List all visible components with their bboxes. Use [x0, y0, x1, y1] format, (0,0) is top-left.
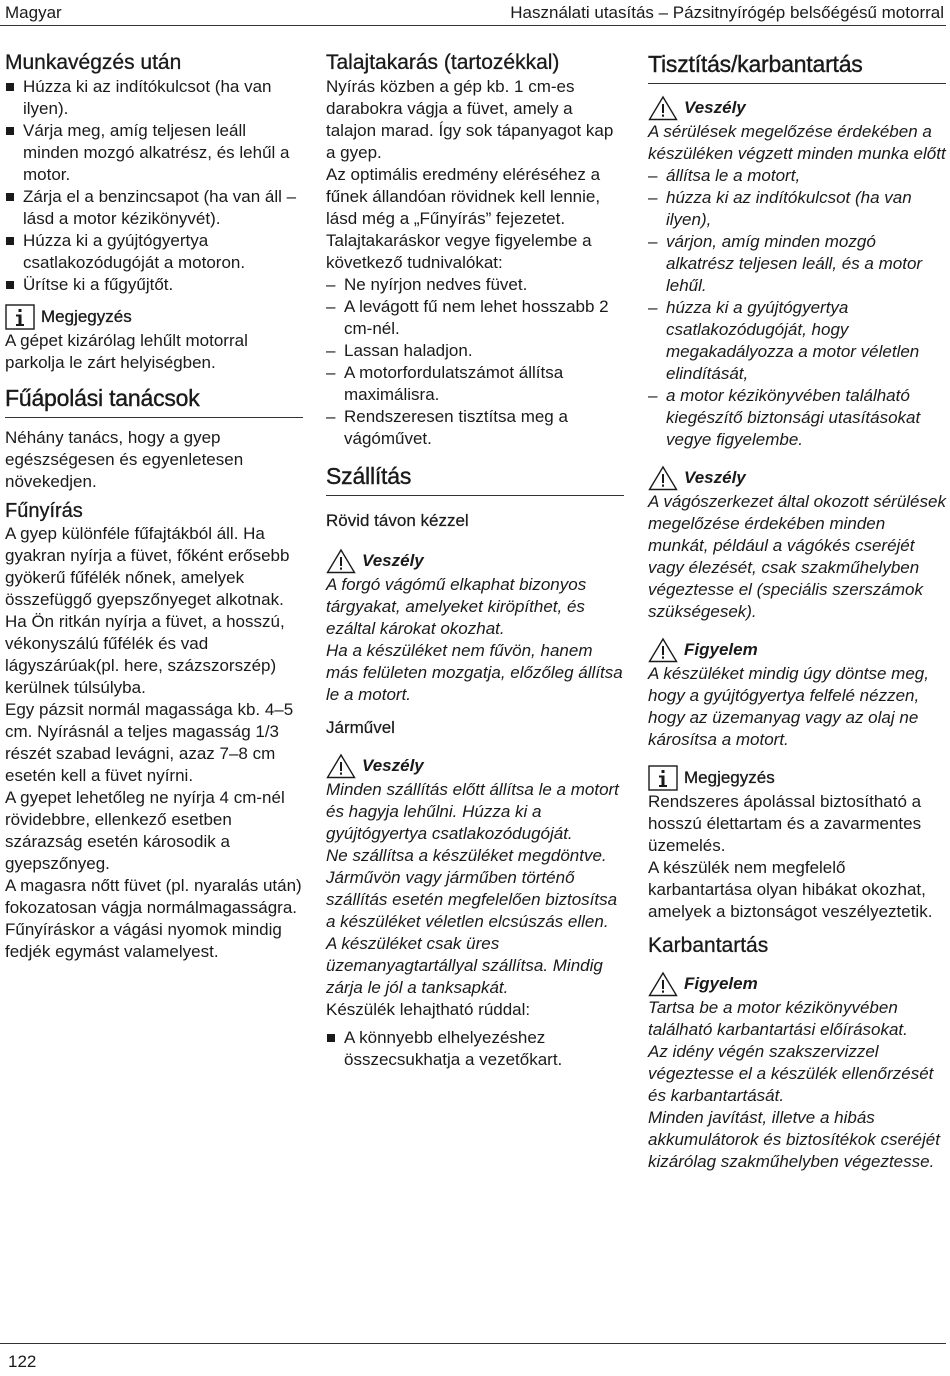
note-heading [648, 765, 946, 791]
list-item: – a motor kézikönyvében található kiegészítő biztonsági utasításokat vegye figyelembe. [648, 385, 946, 451]
list-item: Húzza ki az indítókulcsot (ha van ilyen). [5, 76, 303, 120]
list-item: – állítsa le a motort, [648, 165, 946, 187]
caution-heading [648, 637, 946, 663]
header-rule [0, 25, 946, 26]
caution-title: Figyelem [684, 974, 758, 993]
list-item: – húzza ki az indítókulcsot (ha van ilyen), [648, 187, 946, 231]
warning-heading [326, 548, 624, 574]
footer-rule [0, 1343, 946, 1344]
section-title-transport: Szállítás [326, 462, 624, 496]
after-work-list [5, 76, 303, 296]
warning-triangle-icon [648, 465, 678, 491]
warning-list [648, 165, 946, 451]
section-title-cleaning: Tisztítás/karbantartás [648, 50, 946, 84]
warning-text: A vágószerkezet által okozott sérülések megelőzése érdekében minden munkát, például a vágókés cseréjét vagy élezését, csak szakműhelyben végeztesse el (speciális szerszámok szükségesek). [648, 492, 946, 621]
note-text: A gépet kizárólag lehűlt motorral parkolja le zárt helyiségben. [5, 331, 248, 372]
lawn-care-intro: Néhány tanács, hogy a gyep egészségesen és egyenletesen növekedjen. [5, 428, 244, 491]
warning-title: Veszély [684, 468, 746, 487]
note-heading [5, 304, 303, 330]
section-title-mowing: Fűnyírás [5, 500, 83, 522]
section-title-maintenance: Karbantartás [648, 934, 769, 957]
mulching-tips-list [326, 274, 624, 450]
note-text: A készülék nem megfelelő karbantartása olyan hibákat okozhat, amelyek a biztonságot veszélyeztetik. [648, 858, 933, 921]
caution-text: A készüléket mindig úgy döntse meg, hogy a gyújtógyertya felfelé nézzen, hogy az üzemanyag vagy az olaj ne károsítsa a motort. [648, 664, 929, 749]
caution-text: Az idény végén szakszervizzel végeztesse el a készülék ellenőrzését és karbantartását. [648, 1042, 934, 1105]
section-title-lawn-care: Fűápolási tanácsok [5, 384, 303, 418]
warning-heading [648, 465, 946, 491]
warning-text: Ha a készüléket nem fűvön, hanem más felületen mozgatja, előzőleg állítsa le a motort. [326, 641, 623, 704]
column-3 [648, 50, 946, 1173]
warning-triangle-icon [326, 753, 356, 779]
caution-text: Tartsa be a motor kézikönyvében található karbantartási előírásokat. [648, 998, 908, 1039]
list-item: – Lassan haladjon. [326, 340, 624, 362]
mowing-paragraph: Fűnyíráskor a vágási nyomok mindig fedjék egymást valamelyest. [5, 920, 282, 961]
list-item: Ürítse ki a fűgyűjtőt. [5, 274, 303, 296]
list-item: Húzza ki a gyújtógyertya csatlakozódugóját a motoron. [5, 230, 303, 274]
mowing-paragraph: A magasra nőtt füvet (pl. nyaralás után) fokozatosan vágja normálmagasságra. [5, 876, 302, 917]
info-icon [648, 765, 678, 791]
note-text: Rendszeres ápolással biztosítható a hosszú élettartam és a zavarmentes üzemelés. [648, 792, 922, 855]
subsection-title-by-hand: Rövid távon kézzel [326, 511, 469, 530]
header-manual-title: Használati utasítás – Pázsitnyírógép belsőégésű motorral [510, 3, 944, 22]
warning-triangle-icon [648, 971, 678, 997]
warning-heading [326, 753, 624, 779]
caution-title: Figyelem [684, 640, 758, 659]
warning-text: Járművön vagy járműben történő szállítás esetén megfelelően biztosítsa a készüléket véletlen elcsúszás ellen. [326, 868, 618, 931]
list-item: Zárja el a benzincsapot (ha van áll – lásd a motor kézikönyvét). [5, 186, 303, 230]
warning-text: A forgó vágómű elkaphat bizonyos tárgyakat, amelyeket kiröpíthet, és ezáltal károkat okozhat. [326, 575, 587, 638]
warning-triangle-icon [648, 637, 678, 663]
mowing-paragraph: A gyepet lehetőleg ne nyírja 4 cm-nél rövidebbre, ellenkező esetben szárazság esetén károsodik a gyepszőnyeg. [5, 788, 285, 873]
warning-text: Ne szállítsa a készüléket megdöntve. [326, 846, 607, 865]
list-item: – Rendszeresen tisztítsa meg a vágóművet. [326, 406, 624, 450]
warning-text: A készüléket csak üres üzemanyagtartállyal szállítsa. Mindig zárja le jól a tanksapkát. [326, 934, 603, 997]
folding-list [326, 1027, 624, 1071]
caution-heading [648, 971, 946, 997]
mowing-paragraph: A gyep különféle fűfajtákból áll. Ha gyakran nyírja a füvet, főként erősebb gyökerű fűfélék nőnek, amelyek összefüggő gyepszőnyeget alkotnak. Ha Ön ritkán nyírja a füvet, a hosszú, vékonyszálú fűfélék és vad lágyszárúak(pl. here, százszorszép) kerülnek túlsúlyba. [5, 524, 290, 697]
list-item: – Ne nyírjon nedves füvet. [326, 274, 624, 296]
header-language: Magyar [5, 3, 62, 22]
subsection-title-by-vehicle: Járművel [326, 718, 395, 737]
mulching-paragraph: Nyírás közben a gép kb. 1 cm-es darabokra vágja a füvet, amely a talajon marad. Így sok tápanyagot kap a gyep. [326, 77, 614, 162]
section-title-after-work: Munkavégzés után [5, 51, 182, 74]
column-2 [326, 50, 624, 1071]
mulching-paragraph: Az optimális eredmény eléréséhez a fűnek állandóan rövidnek kell lennie, lásd még a „Fűnyírás” fejezetet. Talajtakaráskor vegye figyelembe a következő tudnivalókat: [326, 165, 601, 272]
list-item: – húzza ki a gyújtógyertya csatlakozódugóját, hogy megakadályozza a motor véletlen elindítását, [648, 297, 946, 385]
list-item: – várjon, amíg minden mozgó alkatrész teljesen leáll, és a motor lehűl. [648, 231, 946, 297]
list-item: Várja meg, amíg teljesen leáll minden mozgó alkatrész, és lehűl a motor. [5, 120, 303, 186]
mowing-paragraph: Egy pázsit normál magassága kb. 4–5 cm. Nyírásnál a teljes magasság 1/3 részét szabad levágni, azaz 7–8 cm esetén kell a füvet nyírni. [5, 700, 294, 785]
warning-text: Minden szállítás előtt állítsa le a motort és hagyja lehűlni. Húzza ki a gyújtógyertya csatlakozódugóját. [326, 780, 619, 843]
folding-handle-intro: Készülék lehajtható rúddal: [326, 1000, 531, 1019]
list-item: – A levágott fű nem lehet hosszabb 2 cm-nél. [326, 296, 624, 340]
note-title: Megjegyzés [684, 768, 775, 787]
info-icon [5, 304, 35, 330]
warning-heading [648, 95, 946, 121]
page-header [0, 0, 950, 28]
page-number: 122 [8, 1352, 37, 1371]
warning-title: Veszély [684, 98, 746, 117]
warning-title: Veszély [362, 756, 424, 775]
warning-text: A sérülések megelőzése érdekében a készüléken végzett minden munka előtt [648, 122, 946, 163]
caution-text: Minden javítást, illetve a hibás akkumulátorok és biztosítékok cseréjét kizárólag szakműhelyben végeztesse. [648, 1108, 940, 1171]
list-item: – A motorfordulatszámot állítsa maximálisra. [326, 362, 624, 406]
column-1 [5, 50, 303, 963]
warning-title: Veszély [362, 551, 424, 570]
list-item: A könnyebb elhelyezéshez összecsukhatja a vezetőkart. [326, 1027, 624, 1071]
section-title-mulching: Talajtakarás (tartozékkal) [326, 51, 560, 74]
note-title: Megjegyzés [41, 307, 132, 326]
warning-triangle-icon [326, 548, 356, 574]
warning-triangle-icon [648, 95, 678, 121]
